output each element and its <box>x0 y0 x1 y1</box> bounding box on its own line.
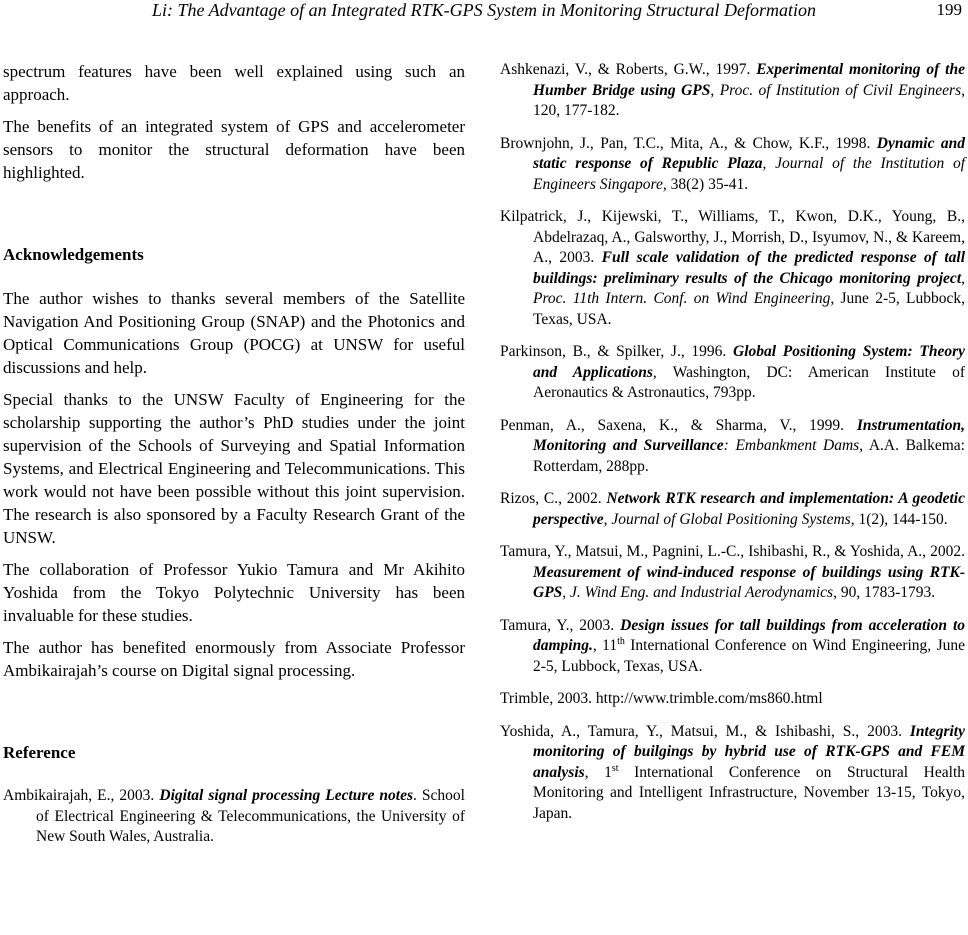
reference-entry <box>500 342 965 404</box>
body-paragraph: The benefits of an integrated system of GPS and accelerometer sensors to monitor the structural deformation have been highlighted. <box>3 117 465 182</box>
reference-entry <box>3 786 465 848</box>
reference-entry <box>500 416 965 478</box>
ref-authors: Brownjohn, J., Pan, T.C., Mita, A., & Chow, K.F., 1998. <box>500 134 877 152</box>
ref-superscript: th <box>617 635 625 647</box>
ref-authors: Tamura, Y., 2003. <box>500 616 621 634</box>
reference-entry <box>500 489 965 530</box>
ref-title: Measurement of wind-induced response of buildings using RTK-GPS <box>533 563 965 601</box>
reference-entry <box>500 207 965 330</box>
ref-title: Full scale validation of the predicted response of tall buildings: preliminary results of the Chicago monitoring project <box>533 249 965 287</box>
ref-rest: International Conference on Wind Engineering <box>624 637 928 654</box>
acknowledgements-heading: Acknowledgements <box>3 245 144 264</box>
ref-authors: Yoshida, A., Tamura, Y., Matsui, M., & Ishibashi, S., 2003. <box>500 722 910 740</box>
ref-rest: June 2-5, Lubbock, Texas, USA. <box>533 290 965 328</box>
ref-sep: , <box>961 269 965 287</box>
ref-rest: A.A. Balkema: Rotterdam, 288pp. <box>533 437 965 475</box>
reference-entry <box>500 722 965 825</box>
ack-paragraph: The collaboration of Professor Yukio Tamura and Mr Akihito Yoshida from the Tokyo Polytechnic University has been invaluable for these studies. <box>3 560 465 625</box>
reference-entry: Trimble, 2003. http://www.trimble.com/ms860.html <box>500 690 823 707</box>
ref-journal: : Embankment Dams, <box>723 437 864 454</box>
ref-rest: November 13-15, Tokyo, Japan. <box>533 784 965 822</box>
ref-journal: Proc. of Institution of Civil Engineers, <box>719 81 965 99</box>
running-head-title: Li: The Advantage of an Integrated RTK-GPS System in Monitoring Structural Deformation <box>151 0 817 20</box>
ref-rest: 38(2) 35-41. <box>666 175 749 193</box>
running-head <box>0 0 968 24</box>
ref-sep: , <box>710 81 720 99</box>
ref-sep: , 1 <box>584 763 612 781</box>
left-column <box>3 60 465 860</box>
ref-journal: Proc. 11th Intern. Conf. on Wind Engineering, <box>533 290 835 307</box>
ref-authors: Penman, A., Saxena, K., & Sharma, V., 1999. <box>500 416 857 434</box>
reference-entry <box>500 134 965 196</box>
ref-authors: Tamura, Y., Matsui, M., Pagnini, L.-C., Ishibashi, R., & Yoshida, A., 2002. <box>500 543 965 560</box>
ref-sep: , <box>562 584 571 601</box>
reference-heading: Reference <box>3 743 76 762</box>
ref-sep: , Washington, DC: American Institute of Aeronautics & Astronautics, 793pp. <box>533 363 965 401</box>
ref-superscript: st <box>611 762 619 774</box>
ref-title: Dynamic and static response of Republic Plaza <box>533 134 965 172</box>
ref-sep: , 11 <box>592 637 618 654</box>
ref-rest: . School of Electrical Engineering & Telecommunications, the University of New South Wales, Australia. <box>36 787 465 845</box>
right-column <box>500 60 965 836</box>
ack-paragraph: The author wishes to thanks several members of the Satellite Navigation And Positioning Group (SNAP) and the Photonics and Optical Communications Group (POCG) at UNSW for useful discussions and help. <box>3 289 465 377</box>
ref-title: Design issues for tall buildings from acceleration to damping. <box>533 616 965 654</box>
ref-rest-comma: , <box>927 637 932 654</box>
ref-title: Instrumentation, Monitoring and Surveillance <box>533 416 965 454</box>
ref-authors: Rizos, C., 2002. <box>500 490 607 507</box>
ref-journal: Journal of the Institution of Engineers Singapore, <box>533 155 966 193</box>
page-number: 199 <box>936 0 962 19</box>
reference-entry <box>500 616 965 678</box>
ref-rest: 1(2), 144-150. <box>854 510 948 528</box>
ref-authors: Kilpatrick, J., Kijewski, T., Williams, T., Kwon, D.K., Young, B., Abdelrazaq, A., Galsworthy, J., Morrish, D., Isyumov, N., & Kareem, A., 2003. <box>500 208 965 266</box>
body-paragraph: spectrum features have been well explained using such an approach. <box>3 62 465 104</box>
ref-journal: Journal of Global Positioning Systems, <box>611 510 855 528</box>
ref-authors: Ambikairajah, E., 2003. <box>3 787 160 804</box>
reference-entry <box>500 60 965 122</box>
ref-title: Experimental monitoring of the Humber Bridge using GPS <box>533 61 965 99</box>
ack-paragraph: The author has benefited enormously from Associate Professor Ambikairajah’s course on Digital signal processing. <box>3 638 465 680</box>
ref-title: Integrity monitoring of builgings by hybrid use of RTK-GPS and FEM analysis <box>533 722 965 781</box>
ref-rest: , 90, 1783-1793. <box>833 584 936 601</box>
ref-sep: , <box>762 155 776 172</box>
ref-authors: Ashkenazi, V., & Roberts, G.W., 1997. <box>500 61 757 78</box>
ref-title: Network RTK research and implementation: A geodetic perspective <box>533 490 965 528</box>
ref-rest-comma: , <box>793 784 798 801</box>
reference-entry <box>500 542 965 604</box>
ref-rest: June 2-5, Lubbock, Texas, USA. <box>533 637 965 675</box>
ref-authors: Parkinson, B., & Spilker, J., 1996. <box>500 343 733 360</box>
ref-rest: 120, 177-182. <box>533 102 620 119</box>
ref-rest: International Conference on Structural Health Monitoring and Intelligent Infrastructure <box>533 763 965 801</box>
ref-journal: J. Wind Eng. and Industrial Aerodynamics <box>570 584 834 601</box>
ref-title: Digital signal processing Lecture notes <box>159 787 413 804</box>
ref-sep: , <box>603 510 612 528</box>
ref-title: Global Positioning System: Theory and Applications <box>533 343 965 381</box>
ack-paragraph: Special thanks to the UNSW Faculty of Engineering for the scholarship supporting the author’s PhD studies under the joint supervision of the Schools of Surveying and Spatial Information Systems, and Electrical Engineering and Telecommunications. This work would not have been possible without this joint supervision. The research is also sponsored by a Faculty Research Grant of the UNSW. <box>3 390 465 547</box>
